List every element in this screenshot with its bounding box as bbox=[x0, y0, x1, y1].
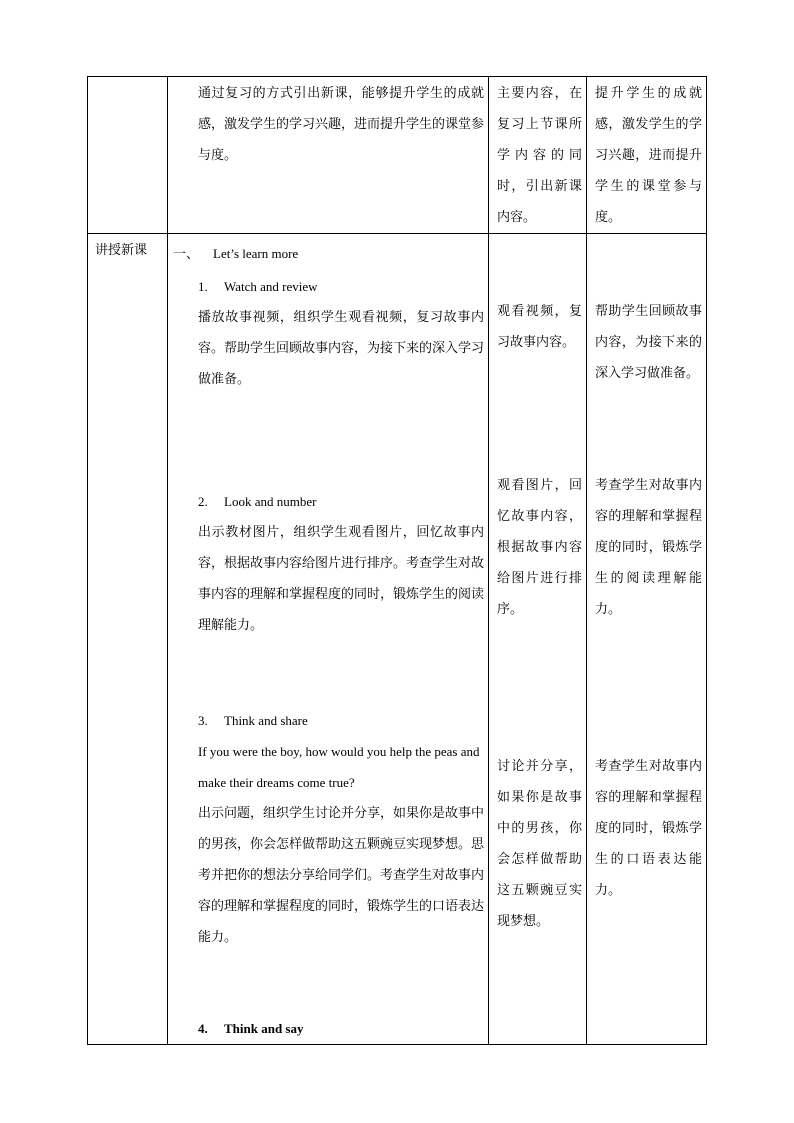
teacher-activity-text: 通过复习的方式引出新课，能够提升学生的成就感，激发学生的学习兴趣，进而提升学生的课堂参与度。 bbox=[198, 86, 485, 163]
student-activity-text-2: 观看图片，回忆故事内容，根据故事内容给图片进行排序。 bbox=[497, 478, 582, 617]
stage-cell-empty bbox=[88, 77, 168, 234]
design-purpose-text-1: 帮助学生回顾故事内容，为接下来的深入学习做准备。 bbox=[595, 304, 702, 381]
design-purpose-text: 提升学生的成就感，激发学生的学习兴趣，进而提升学生的课堂参与度。 bbox=[595, 86, 702, 225]
design-purpose-cell bbox=[587, 234, 707, 1045]
section-heading-marker: 一、 bbox=[173, 247, 200, 262]
activity-text-2: 出示教材图片，组织学生观看图片，回忆故事内容，根据故事内容给图片进行排序。考查学生对故事内容的理解和掌握程度的同时，锻炼学生的阅读理解能力。 bbox=[198, 525, 485, 633]
activity-text-3: 出示问题，组织学生讨论并分享，如果你是故事中的男孩，你会怎样做帮助这五颗豌豆实现梦想。思考并把你的想法分享给同学们。考查学生对故事内容的理解和掌握程度的同时，锻炼学生的口语表达能力。 bbox=[198, 806, 485, 945]
stage-cell bbox=[88, 234, 168, 1045]
activity-title-2: 2. Look and number bbox=[198, 494, 317, 509]
table-row-new-lesson bbox=[88, 234, 707, 1045]
activity-title-1: 1. Watch and review bbox=[198, 279, 318, 294]
student-activity-text-1: 观看视频，复习故事内容。 bbox=[497, 304, 582, 350]
teacher-activity-cell bbox=[168, 234, 489, 1045]
lesson-plan-table bbox=[87, 76, 707, 1045]
stage-label: 讲授新课 bbox=[95, 243, 148, 258]
design-purpose-text-2: 考查学生对故事内容的理解和掌握程度的同时，锻炼学生的阅读理解能力。 bbox=[595, 478, 702, 617]
activity-text-1: 播放故事视频，组织学生观看视频，复习故事内容。帮助学生回顾故事内容，为接下来的深入学习做准备。 bbox=[198, 310, 485, 387]
student-activity-cell bbox=[489, 77, 587, 234]
design-purpose-cell bbox=[587, 77, 707, 234]
section-heading bbox=[168, 238, 488, 269]
student-activity-cell bbox=[489, 234, 587, 1045]
teacher-activity-cell bbox=[168, 77, 489, 234]
activity-title-3: 3. Think and share bbox=[198, 713, 308, 728]
activity-question-3: If you were the boy, how would you help the peas and make their dreams come true? bbox=[198, 744, 480, 790]
student-activity-text-3: 讨论并分享，如果你是故事中的男孩，你会怎样做帮助这五颗豌豆实现梦想。 bbox=[497, 759, 582, 929]
section-heading-text: Let’s learn more bbox=[213, 246, 299, 261]
student-activity-text: 主要内容，在复习上节课所学内容的同时，引出新课内容。 bbox=[497, 86, 582, 225]
design-purpose-text-3: 考查学生对故事内容的理解和掌握程度的同时，锻炼学生的口语表达能力。 bbox=[595, 759, 702, 898]
activity-title-4: 4. Think and say bbox=[198, 1021, 304, 1036]
table-row-intro bbox=[88, 77, 707, 234]
